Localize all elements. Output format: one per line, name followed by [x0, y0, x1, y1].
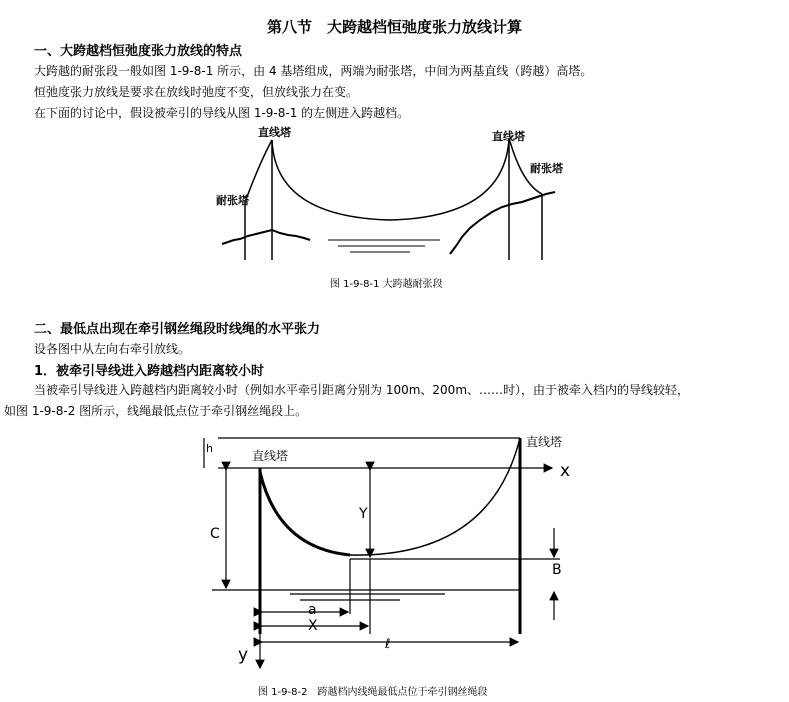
- figure-1-caption: 图 1-9-8-1 大跨越耐张段: [330, 279, 443, 290]
- a-dim-label: a: [308, 602, 317, 618]
- wire-rope-segment: [350, 438, 520, 555]
- heading-2: 二、最低点出现在牵引钢丝绳段时线绳的水平张力: [34, 322, 321, 337]
- conductor-segment: [260, 472, 350, 555]
- paragraph-4: 设各图中从左向右牵引放线。: [34, 342, 191, 356]
- right-tall-tower-label: 直线塔: [492, 130, 525, 143]
- left-tall-tower-label: 直线塔: [258, 126, 291, 139]
- right-tower-label: 直线塔: [526, 435, 563, 449]
- paragraph-1: 大跨越的耐张段一般如图 1-9-8-1 所示，由 4 基塔组成，两端为耐张塔，中间为两基直线（跨越）高塔。: [34, 64, 593, 78]
- b-dim-label: B: [552, 562, 562, 578]
- paragraph-6: 如图 1-9-8-2 图所示，线绳最低点位于牵引钢丝绳段上。: [4, 404, 308, 418]
- figure-long-span-section: [200, 122, 580, 270]
- h-label: h: [206, 442, 213, 455]
- left-tension-tower-label: 耐张塔: [216, 194, 249, 207]
- right-bank-ground: [450, 192, 555, 254]
- figure-2-caption: 图 1-9-8-2 跨越档内线绳最低点位于牵引钢丝绳段: [258, 687, 488, 698]
- subheading-1: 1．被牵引导线进入跨越档内距离较小时: [34, 364, 265, 379]
- paragraph-3: 在下面的讨论中，假设被牵引的导线从图 1-9-8-1 的左侧进入跨越档。: [34, 106, 410, 120]
- x-axis-label: x: [560, 461, 571, 481]
- crossing-span-conductor: [272, 138, 509, 220]
- left-tower-label: 直线塔: [252, 449, 289, 463]
- figure-lowest-point-diagram: [190, 428, 590, 676]
- x-dim-label: X: [308, 618, 318, 634]
- right-tension-tower-label: 耐张塔: [530, 162, 563, 175]
- heading-1: 一、大跨越档恒弛度张力放线的特点: [34, 44, 243, 59]
- section-title: 第八节 大跨越档恒弛度张力放线计算: [266, 18, 522, 36]
- left-bank-ground: [222, 230, 310, 244]
- y-dim-label: Y: [359, 506, 368, 522]
- y-axis-label: y: [238, 645, 249, 665]
- c-dim-label: C: [210, 526, 220, 542]
- left-end-span: [245, 140, 272, 202]
- paragraph-5: 当被牵引导线进入跨越档内距离较小时（例如水平牵引距离分别为 100m、200m、……时），由于被牵入档内的导线较轻，: [34, 383, 690, 397]
- paragraph-2: 恒弛度张力放线是要求在放线时弛度不变，但放线张力在变。: [34, 85, 359, 99]
- l-dim-label: ℓ: [385, 637, 391, 652]
